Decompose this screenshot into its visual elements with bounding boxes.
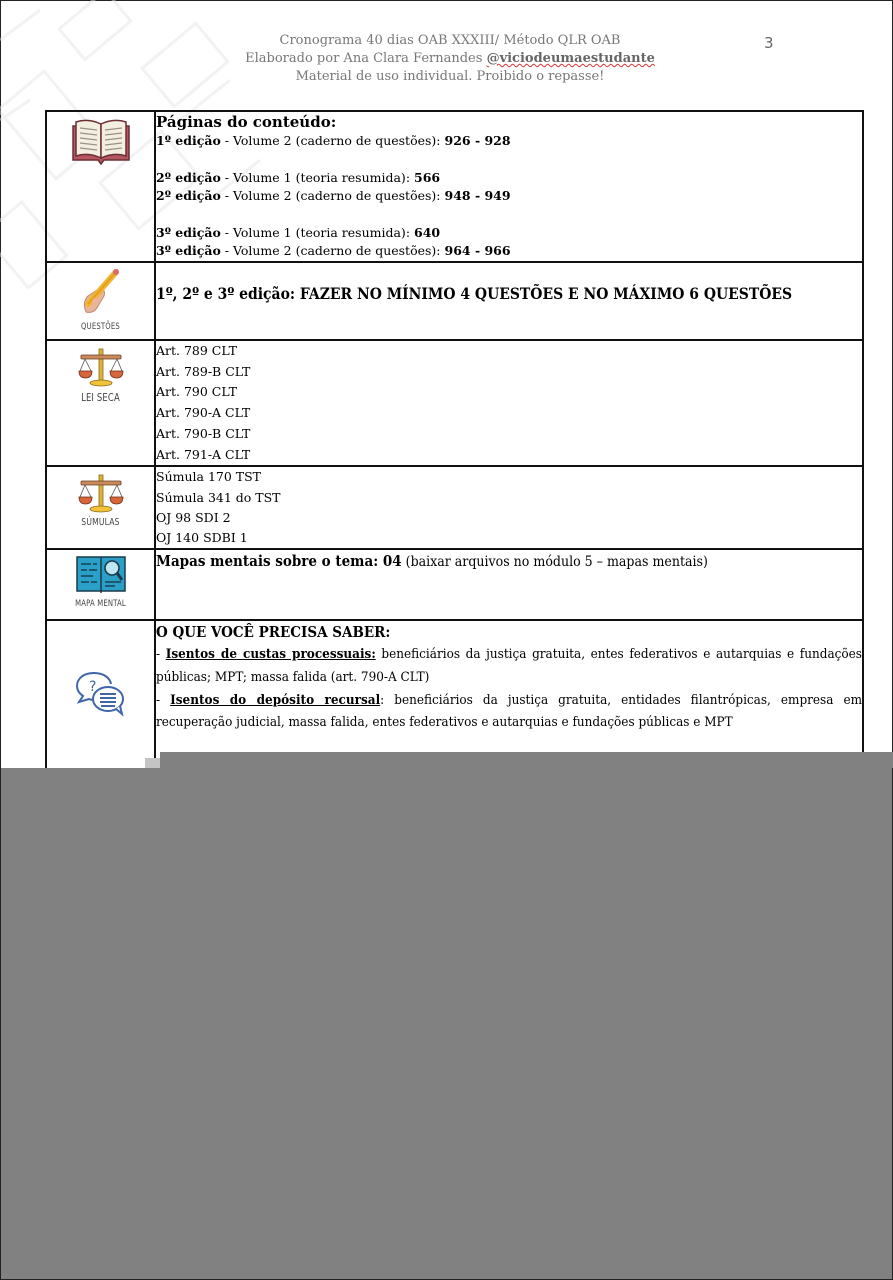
paginas-content <box>155 111 863 262</box>
edition-desc: - Volume 2 (caderno de questões): <box>220 188 445 203</box>
open-book-icon <box>70 118 132 166</box>
mapas-note: (baixar arquivos no módulo 5 – mapas mentais) <box>401 554 708 571</box>
icon-cell <box>46 549 155 620</box>
edition-desc: - Volume 1 (teoria resumida): <box>220 225 414 240</box>
svg-text:?: ? <box>88 679 96 696</box>
author-handle: @viciodeumaestudante <box>486 51 655 66</box>
paginas-title: Páginas do conteúdo: <box>156 113 337 131</box>
edition-desc: - Volume 2 (caderno de questões): <box>220 243 445 258</box>
mind-map-book-icon <box>75 555 127 595</box>
edition-label: 2º edição <box>156 188 221 203</box>
saber-item <box>156 689 862 734</box>
edition-pages: 964 - 966 <box>444 243 511 258</box>
icon-cell <box>46 466 155 549</box>
edition-line <box>156 187 862 205</box>
questoes-content <box>155 262 863 340</box>
chat-bubbles-icon <box>74 669 128 717</box>
lei-seca-item: Art. 790 CLT <box>156 384 237 400</box>
gray-overlay <box>0 768 893 1280</box>
lei-seca-item: Art. 789 CLT <box>156 343 237 358</box>
saber-term: Isentos do depósito recursal <box>170 691 381 708</box>
icon-cell <box>46 340 155 466</box>
header-notice: Material de uso individual. Proibido o repasse! <box>295 69 605 84</box>
lei-seca-content <box>155 340 863 466</box>
edition-pages: 926 - 928 <box>444 133 511 148</box>
icon-cell <box>46 262 155 340</box>
row-paginas <box>46 111 863 262</box>
sumulas-content <box>155 466 863 549</box>
scales-icon <box>77 347 125 387</box>
lei-seca-item: Art. 789-B CLT <box>156 363 251 379</box>
edition-line <box>156 132 862 150</box>
saber-text: : beneficiários da justiça gratuita, entidades filantrópicas, empresa em recuperação judicial, massa falida, entes federativos e autarquias e fundações públicas e MPT <box>156 692 862 731</box>
header-author-prefix: Elaborado por Ana Clara Fernandes <box>245 51 487 66</box>
edition-desc: - Volume 1 (teoria resumida): <box>220 170 414 185</box>
study-table <box>45 110 864 781</box>
saber-item <box>156 643 862 688</box>
edition-line <box>156 242 862 260</box>
page-number: 3 <box>764 34 774 52</box>
edition-label: 3º edição <box>156 243 221 258</box>
questoes-icon-label: QUESTÕES <box>81 322 120 332</box>
edition-desc: - Volume 2 (caderno de questões): <box>220 133 445 148</box>
sumula-item: OJ 98 SDI 2 <box>156 509 231 525</box>
scales-icon <box>77 473 125 513</box>
edition-line <box>156 224 862 242</box>
saber-text: beneficiários da justiça gratuita, entes federativos e autarquias e fundações públicas; MPT; massa falida (art. 790-A CLT) <box>156 647 862 685</box>
row-lei-seca <box>46 340 863 466</box>
sumula-item: Súmula 170 TST <box>156 469 262 485</box>
edition-label: 2º edição <box>156 170 221 185</box>
edition-pages: 640 <box>414 225 441 240</box>
mapas-label: Mapas mentais sobre o tema: 04 <box>156 552 402 571</box>
mapa-mental-icon-label: MAPA MENTAL <box>75 599 126 610</box>
row-mapa-mental <box>46 549 863 620</box>
sumulas-icon-label: SÚMULAS <box>81 517 120 529</box>
sumula-item: Súmula 341 do TST <box>156 489 281 505</box>
lei-seca-item: Art. 790-A CLT <box>156 405 251 421</box>
lei-seca-item: Art. 790-B CLT <box>156 425 251 441</box>
gray-overlay-top <box>160 752 893 768</box>
bullet-dash: - <box>156 647 166 663</box>
overlay-fragment <box>145 758 160 768</box>
lei-seca-item: Art. 791-A CLT <box>156 446 251 462</box>
questoes-instruction: 1º, 2º e 3º edição: FAZER NO MÍNIMO 4 QUESTÕES E NO MÁXIMO 6 QUESTÕES <box>156 284 793 303</box>
saber-title: O QUE VOCÊ PRECISA SABER: <box>156 623 391 642</box>
icon-cell <box>46 111 155 262</box>
header-title: Cronograma 40 dias OAB XXXIII/ Método QLR OAB <box>279 33 621 48</box>
edition-line <box>156 169 862 187</box>
document-header <box>200 32 700 86</box>
row-questoes <box>46 262 863 340</box>
edition-pages: 566 <box>414 170 441 185</box>
saber-term: Isentos de custas processuais: <box>165 646 376 663</box>
header-author <box>200 50 700 68</box>
pencil-hand-icon <box>78 266 124 318</box>
mapas-line <box>156 550 862 573</box>
mapa-mental-content <box>155 549 863 620</box>
icon-cell <box>46 620 155 780</box>
sumula-item: OJ 140 SDBI 1 <box>156 530 248 546</box>
row-sumulas <box>46 466 863 549</box>
edition-label: 1º edição <box>156 133 221 148</box>
bullet-dash: - <box>156 692 171 708</box>
lei-seca-icon-label: LEI SECA <box>81 391 120 404</box>
edition-label: 3º edição <box>156 225 221 240</box>
edition-pages: 948 - 949 <box>444 188 511 203</box>
